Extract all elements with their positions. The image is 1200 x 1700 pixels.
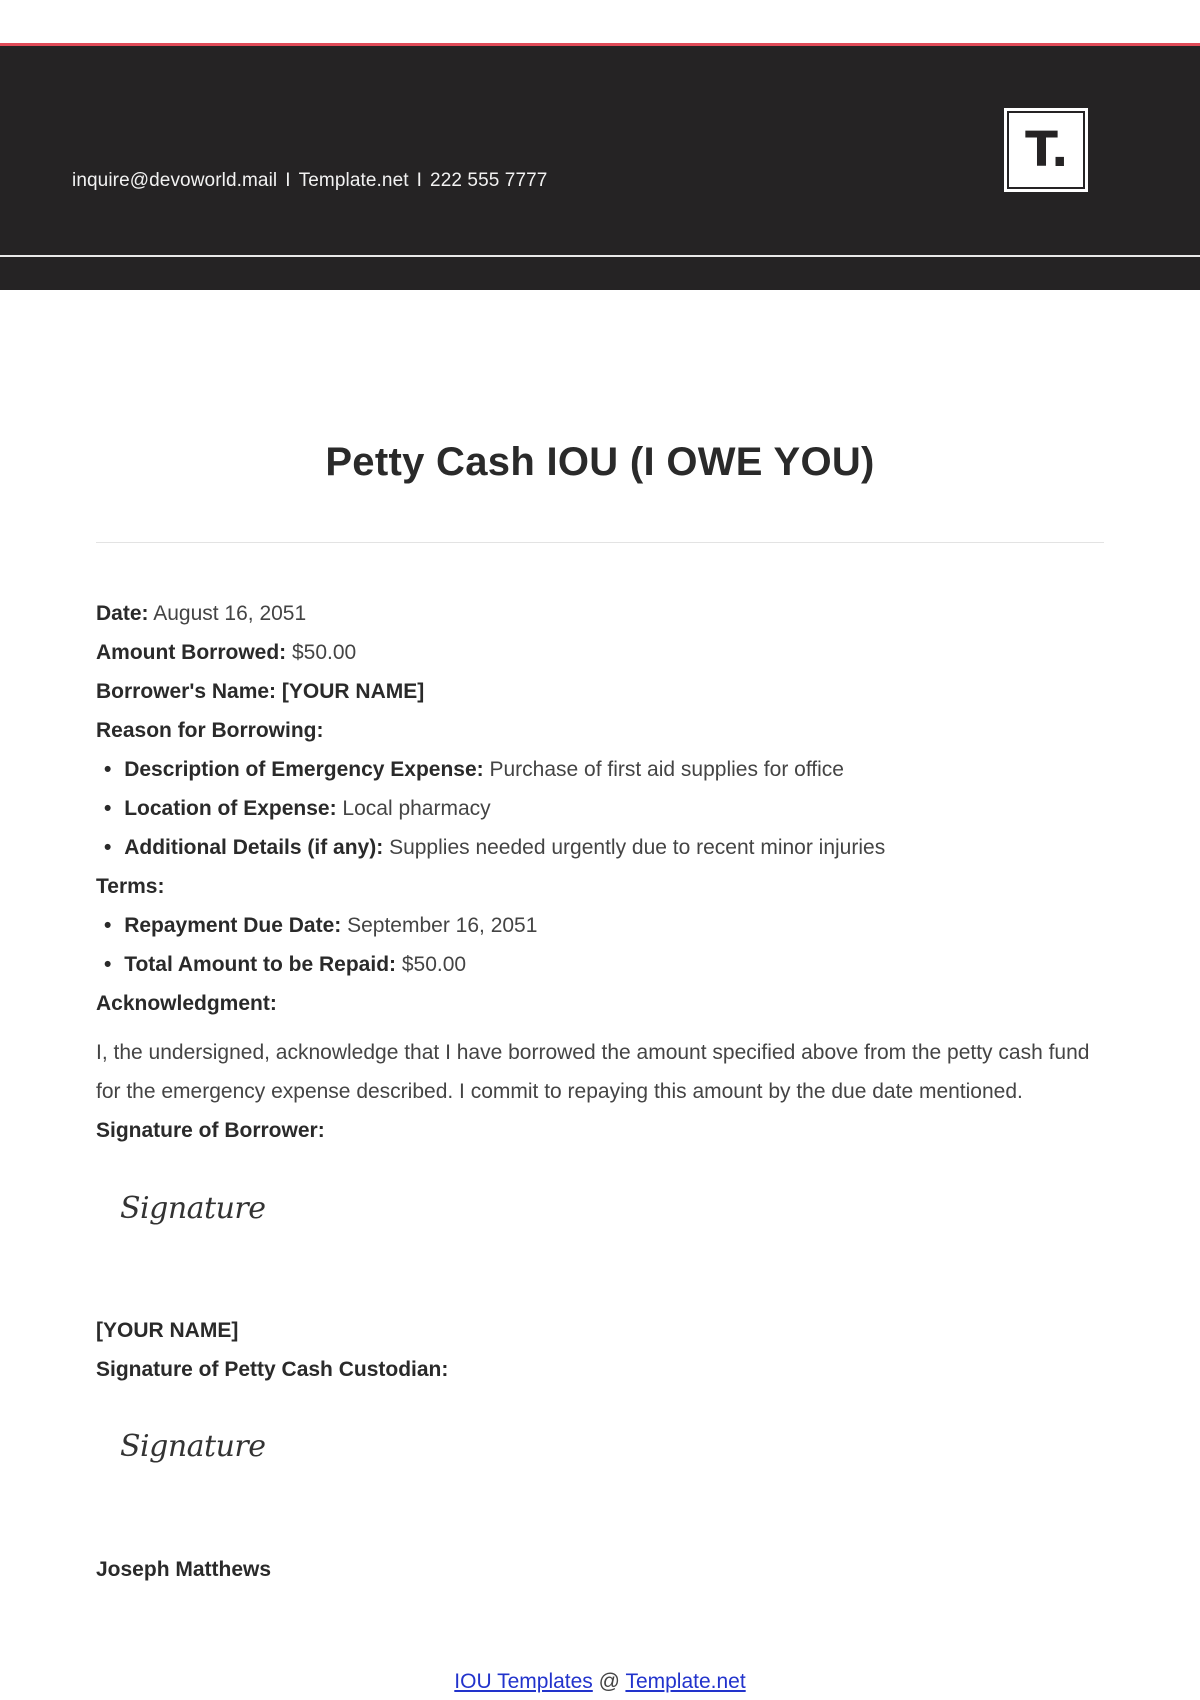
list-item bbox=[96, 789, 1106, 828]
amount-value: $50.00 bbox=[292, 641, 357, 664]
terms-heading: Terms: bbox=[96, 875, 165, 898]
date-value: August 16, 2051 bbox=[153, 602, 307, 625]
footer-at: @ bbox=[598, 1670, 620, 1693]
header-divider-line bbox=[0, 255, 1200, 257]
document-title: Petty Cash IOU (I OWE YOU) bbox=[325, 440, 875, 484]
iou-templates-link[interactable]: IOU Templates bbox=[454, 1670, 593, 1693]
borrower-label: Borrower's Name: bbox=[96, 680, 277, 703]
contact-website: Template.net bbox=[298, 170, 409, 191]
contact-phone: 222 555 7777 bbox=[430, 170, 548, 191]
list-item bbox=[96, 906, 1106, 945]
brand-logo bbox=[1004, 108, 1088, 192]
reason-value: Local pharmacy bbox=[342, 797, 491, 820]
custodian-signature-name: Joseph Matthews bbox=[96, 1558, 272, 1581]
footer-credit bbox=[0, 1670, 1200, 1694]
date-label: Date: bbox=[96, 602, 149, 625]
contact-separator: I bbox=[416, 170, 423, 191]
reason-value: Supplies needed urgently due to recent minor injuries bbox=[389, 836, 886, 859]
terms-label: Total Amount to be Repaid: bbox=[124, 953, 397, 976]
signature-spacer bbox=[96, 1471, 1106, 1550]
custodian-signature: Signature bbox=[120, 1429, 266, 1464]
reason-label: Location of Expense: bbox=[124, 797, 337, 820]
borrower-signature: Signature bbox=[120, 1191, 266, 1226]
contact-email: inquire@devoworld.mail bbox=[72, 170, 278, 191]
terms-label: Repayment Due Date: bbox=[124, 914, 342, 937]
logo-text: T. bbox=[1025, 122, 1069, 178]
header-accent-line bbox=[0, 43, 1200, 46]
acknowledgment-text: I, the undersigned, acknowledge that I have borrowed the amount specified above from the petty cash fund for the emergency expense described. I commit to repaying this amount by the due date mentioned. bbox=[96, 1041, 1090, 1103]
template-net-link[interactable]: Template.net bbox=[625, 1670, 746, 1693]
date-row bbox=[96, 594, 1106, 633]
terms-value: $50.00 bbox=[401, 953, 467, 976]
terms-value: September 16, 2051 bbox=[347, 914, 538, 937]
contact-separator: I bbox=[285, 170, 291, 191]
contact-info bbox=[72, 170, 547, 192]
signature-spacer bbox=[96, 1233, 1106, 1311]
reason-label: Description of Emergency Expense: bbox=[124, 758, 484, 781]
document-body bbox=[96, 594, 1106, 1589]
list-item bbox=[96, 750, 1106, 789]
reason-value: Purchase of first aid supplies for office bbox=[489, 758, 844, 781]
reason-heading: Reason for Borrowing: bbox=[96, 719, 324, 742]
list-item bbox=[96, 945, 1106, 984]
borrower-signature-name: [YOUR NAME] bbox=[96, 1319, 239, 1342]
title-divider bbox=[96, 542, 1104, 543]
logo-frame bbox=[1007, 111, 1085, 189]
borrower-row bbox=[96, 672, 1106, 711]
borrower-value: [YOUR NAME] bbox=[281, 680, 425, 703]
custodian-signature-label: Signature of Petty Cash Custodian: bbox=[96, 1358, 449, 1381]
list-item bbox=[96, 828, 1106, 867]
amount-label: Amount Borrowed: bbox=[96, 641, 287, 664]
acknowledgment-heading: Acknowledgment: bbox=[96, 992, 277, 1015]
borrower-signature-label: Signature of Borrower: bbox=[96, 1119, 325, 1142]
amount-row bbox=[96, 633, 1106, 672]
reason-label: Additional Details (if any): bbox=[124, 836, 384, 859]
